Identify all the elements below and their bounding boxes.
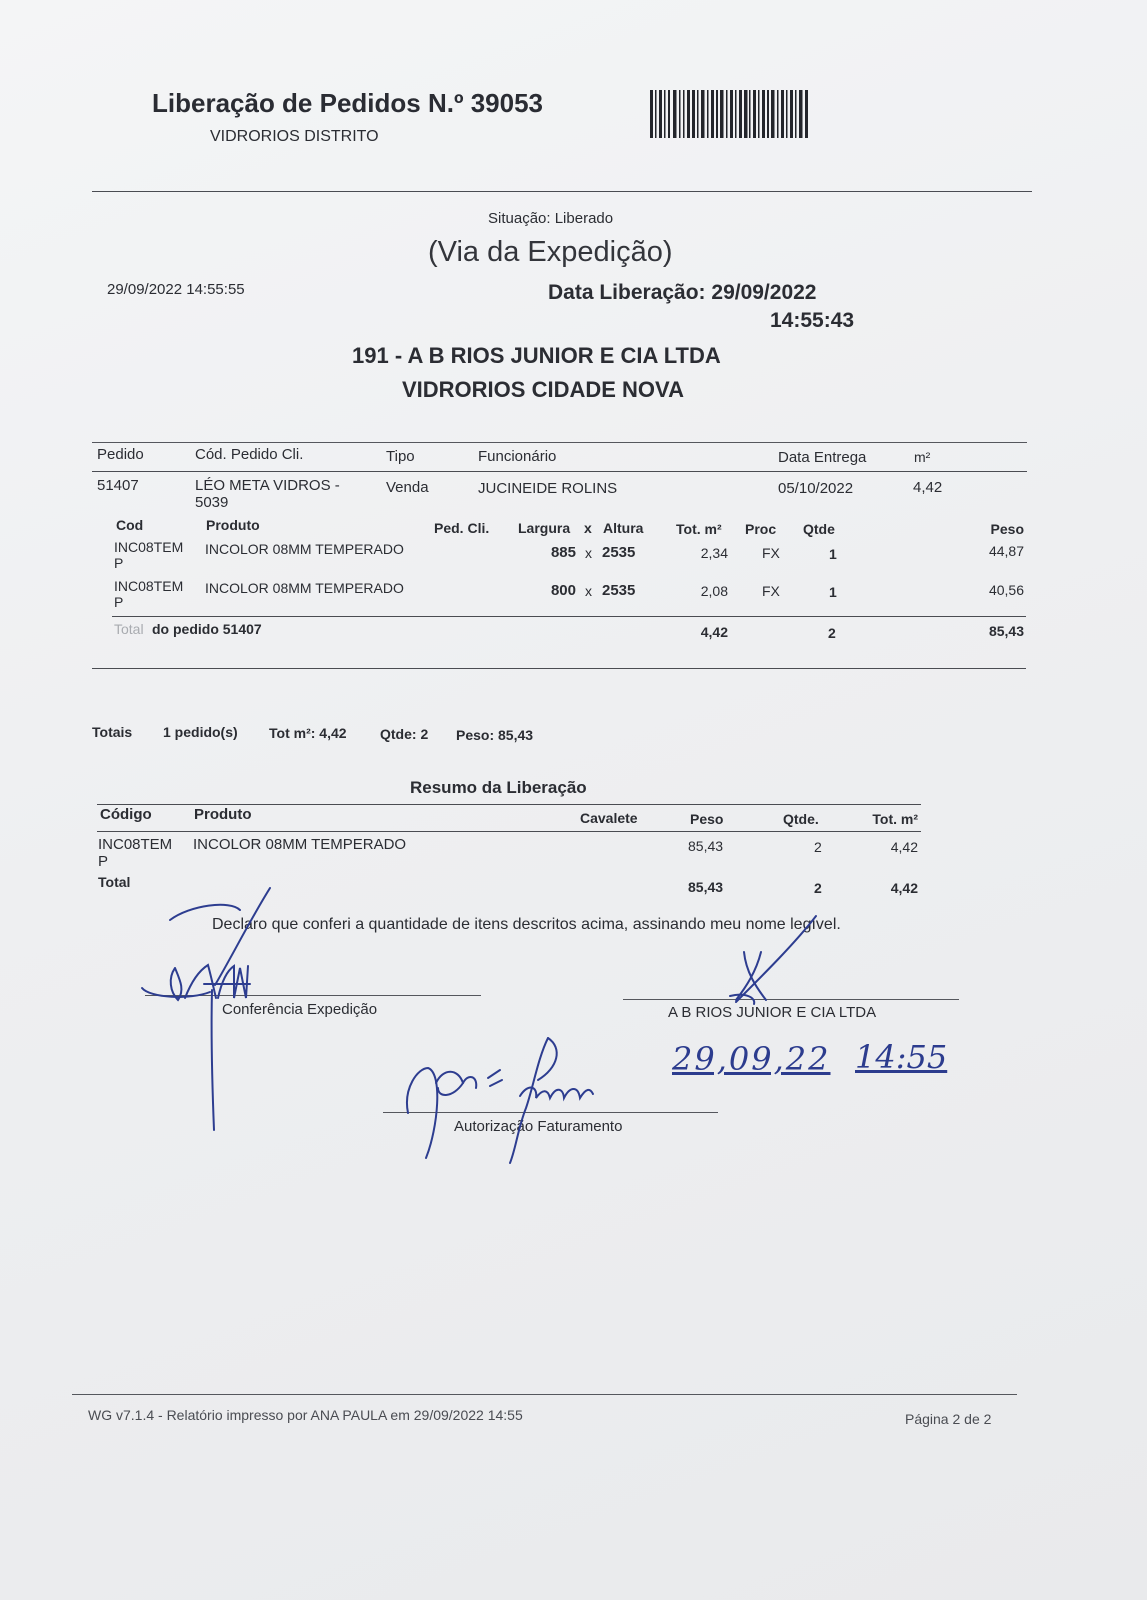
summary-row-peso: 85,43 <box>688 838 724 854</box>
item-1-largura: 885 <box>550 544 576 561</box>
item-1-qtde: 1 <box>829 546 837 562</box>
summary-total-qtde: 2 <box>814 880 822 896</box>
items-total-label: do pedido 51407 <box>152 621 262 637</box>
summary-total-tot-m2: 4,42 <box>890 880 918 896</box>
signature-label-left: Conferência Expedição <box>222 1001 378 1018</box>
items-col-produto: Produto <box>206 517 260 533</box>
item-2-cod: INC08TEM <box>114 578 184 594</box>
summary-col-codigo: Código <box>100 806 152 823</box>
item-2-x: x <box>585 583 592 599</box>
item-2-proc: FX <box>762 583 780 599</box>
order-end-divider <box>92 668 1026 669</box>
signature-conferencia <box>130 880 290 1140</box>
order-table-top-line <box>92 442 1027 443</box>
items-total-m2: 4,42 <box>700 624 728 640</box>
footer-divider <box>72 1394 1017 1395</box>
summary-col-qtde: Qtde. <box>783 811 819 827</box>
summary-top-line <box>97 804 921 805</box>
order-table-header-line <box>92 471 1027 472</box>
col-funcionario: Funcionário <box>478 448 557 465</box>
items-total-qtde: 2 <box>828 625 836 641</box>
items-col-ped-cli: Ped. Cli. <box>434 520 490 536</box>
item-1-x: x <box>585 545 592 561</box>
col-cod-pedido-cli: Cód. Pedido Cli. <box>195 446 304 463</box>
summary-row-produto: INCOLOR 08MM TEMPERADO <box>193 836 407 853</box>
release-time: 14:55:43 <box>770 309 855 332</box>
summary-col-tot-m2: Tot. m² <box>872 811 918 827</box>
totals-peso: Peso: 85,43 <box>456 727 534 743</box>
customer-name: 191 - A B RIOS JUNIOR E CIA LTDA <box>352 343 721 368</box>
item-2-peso: 40,56 <box>988 582 1024 598</box>
order-cod-cli-line2: 5039 <box>195 494 229 511</box>
signature-company <box>716 912 826 1012</box>
summary-total-peso: 85,43 <box>688 879 724 895</box>
item-1-cod: INC08TEM <box>114 539 184 555</box>
signature-label-right: A B RIOS JUNIOR E CIA LTDA <box>668 1004 877 1021</box>
col-pedido: Pedido <box>97 446 144 463</box>
order-m2: 4,42 <box>913 479 943 496</box>
release-date: Data Liberação: 29/09/2022 <box>548 281 817 304</box>
col-data-entrega: Data Entrega <box>778 449 867 466</box>
item-1-produto: INCOLOR 08MM TEMPERADO <box>205 541 404 557</box>
order-cod-cli-line1: LÉO META VIDROS - <box>195 477 340 494</box>
summary-title: Resumo da Liberação <box>410 778 587 797</box>
order-funcionario: JUCINEIDE ROLINS <box>478 480 618 497</box>
copy-label: (Via da Expedição) <box>428 236 673 268</box>
item-1-proc: FX <box>762 545 780 561</box>
summary-header-line <box>97 831 921 832</box>
totals-qtde: Qtde: 2 <box>380 726 429 742</box>
header-divider <box>92 191 1032 192</box>
item-2-altura: 2535 <box>602 582 636 599</box>
item-2-produto: INCOLOR 08MM TEMPERADO <box>205 580 404 596</box>
totals-pedidos: 1 pedido(s) <box>163 724 238 740</box>
handwritten-date: 29,09,22 <box>672 1040 831 1078</box>
summary-col-peso: Peso <box>690 811 724 827</box>
col-tipo: Tipo <box>386 448 415 465</box>
customer-store: VIDRORIOS CIDADE NOVA <box>402 377 684 402</box>
order-pedido: 51407 <box>97 477 139 494</box>
item-2-cod-cont: P <box>114 594 124 610</box>
declaration-text: Declaro que conferi a quantidade de itens descritos acima, assinando meu nome legível. <box>212 916 841 933</box>
items-col-largura: Largura <box>518 520 571 536</box>
totals-label: Totais <box>92 724 133 740</box>
item-2-largura: 800 <box>550 582 576 599</box>
items-col-tot-m2: Tot. m² <box>676 521 722 537</box>
totals-m2: Tot m²: 4,42 <box>269 725 347 741</box>
item-1-peso: 44,87 <box>988 543 1024 559</box>
item-2-tot-m2: 2,08 <box>700 583 728 599</box>
summary-total-label: Total <box>98 874 131 890</box>
summary-row-tot-m2: 4,42 <box>890 839 918 855</box>
items-total-label-faded: Total <box>114 621 144 637</box>
summary-row-cod: INC08TEM <box>98 836 173 853</box>
items-col-altura: Altura <box>603 520 644 536</box>
barcode-icon <box>648 88 816 140</box>
item-1-altura: 2535 <box>602 544 636 561</box>
items-col-proc: Proc <box>745 521 777 537</box>
document-title: Liberação de Pedidos N.º 39053 <box>152 88 543 118</box>
situation-text: Situação: Liberado <box>488 210 614 227</box>
items-col-qtde: Qtde <box>803 521 835 537</box>
summary-col-produto: Produto <box>194 806 252 823</box>
footer-page-number: Página 2 de 2 <box>905 1411 992 1427</box>
items-col-x: x <box>584 520 592 536</box>
item-2-qtde: 1 <box>829 584 837 600</box>
order-data-entrega: 05/10/2022 <box>778 480 854 497</box>
handwritten-time: 14:55 <box>855 1038 948 1076</box>
company-name: VIDRORIOS DISTRITO <box>210 128 379 145</box>
items-col-cod: Cod <box>116 517 144 533</box>
signature-faturamento <box>398 1028 638 1168</box>
order-tipo: Venda <box>386 479 429 496</box>
signature-label-bottom: Autorização Faturamento <box>454 1118 623 1135</box>
items-col-peso: Peso <box>990 521 1024 537</box>
summary-row-cod-cont: P <box>98 853 109 870</box>
items-total-line <box>112 616 1026 617</box>
print-datetime: 29/09/2022 14:55:55 <box>107 281 245 298</box>
summary-row-qtde: 2 <box>814 839 822 855</box>
items-total-peso: 85,43 <box>988 623 1024 639</box>
footer-print-info: WG v7.1.4 - Relatório impresso por ANA PAULA em 29/09/2022 14:55 <box>88 1407 523 1423</box>
item-1-tot-m2: 2,34 <box>700 545 728 561</box>
col-m2: m² <box>914 449 931 465</box>
summary-col-cavalete: Cavalete <box>580 810 638 826</box>
item-1-cod-cont: P <box>114 555 124 571</box>
